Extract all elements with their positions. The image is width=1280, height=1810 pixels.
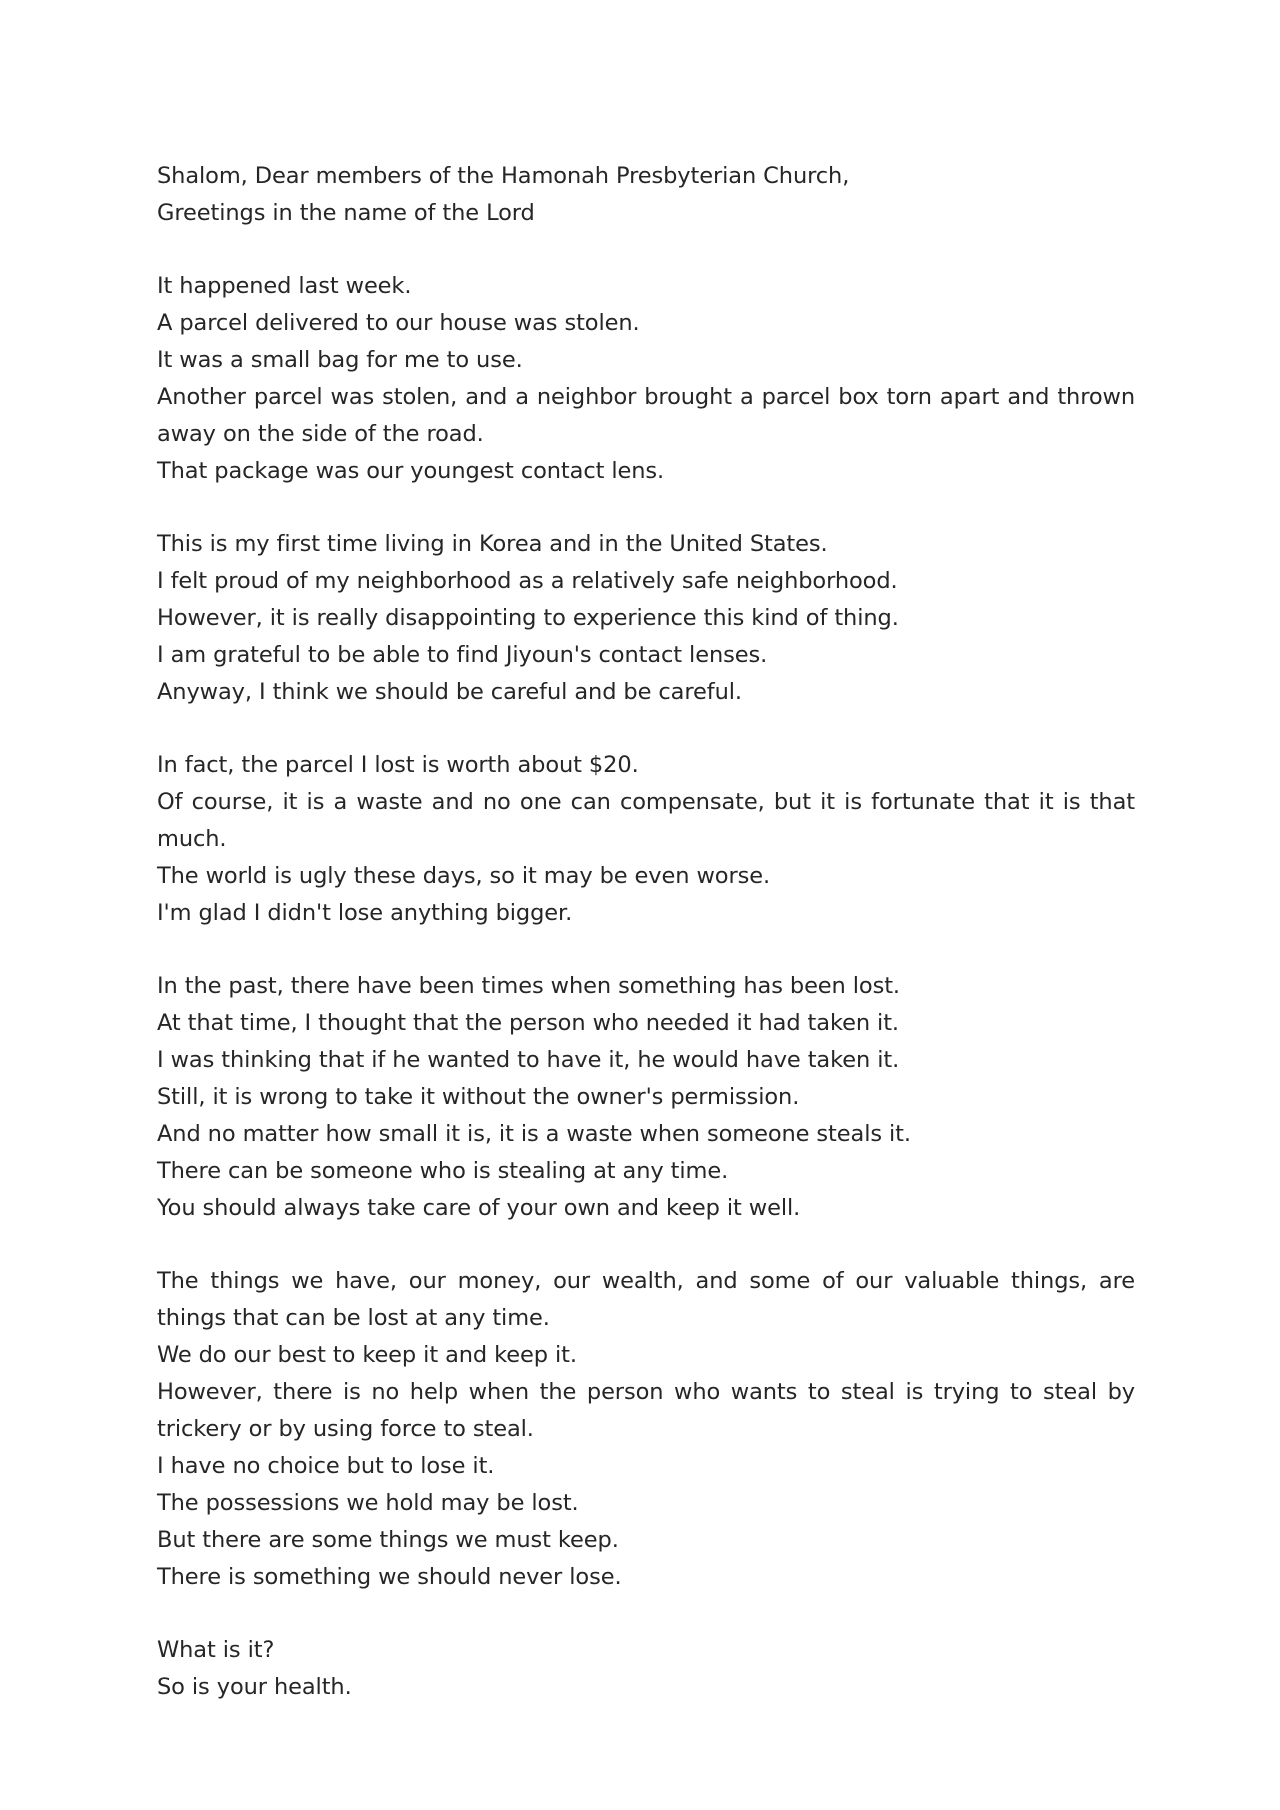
text-line: What is it? (157, 1637, 275, 1663)
text-line: In the past, there have been times when something has been lost. (157, 973, 900, 999)
text-line: In fact, the parcel I lost is worth about $20. (157, 752, 639, 778)
text-line: The things we have, our money, our wealth, and some of our valuable things, are things that can be lost at any time. (157, 1268, 1135, 1331)
text-line: The world is ugly these days, so it may be even worse. (157, 863, 771, 889)
paragraph-greeting (157, 158, 1135, 232)
text-line: But there are some things we must keep. (157, 1527, 619, 1553)
text-line: It was a small bag for me to use. (157, 347, 523, 373)
text-line: I am grateful to be able to find Jiyoun's contact lenses. (157, 642, 768, 668)
paragraph-neighborhood (157, 526, 1135, 711)
text-line: There is something we should never lose. (157, 1564, 622, 1590)
text-line: At that time, I thought that the person who needed it had taken it. (157, 1010, 899, 1036)
text-line: We do our best to keep it and keep it. (157, 1342, 577, 1368)
text-line: You should always take care of your own and keep it well. (157, 1195, 801, 1221)
text-line: Of course, it is a waste and no one can compensate, but it is fortunate that it is that much. (157, 789, 1135, 852)
paragraph-question (157, 1632, 1135, 1706)
text-line: However, it is really disappointing to experience this kind of thing. (157, 605, 899, 631)
letter-body (157, 158, 1135, 1706)
paragraph-incident (157, 268, 1135, 490)
text-line: I have no choice but to lose it. (157, 1453, 495, 1479)
text-line: The possessions we hold may be lost. (157, 1490, 579, 1516)
text-line: Greetings in the name of the Lord (157, 200, 535, 226)
paragraph-value (157, 747, 1135, 932)
text-line: However, there is no help when the person who wants to steal is trying to steal by trickery or by using force to steal. (157, 1379, 1135, 1442)
text-line: Shalom, Dear members of the Hamonah Presbyterian Church, (157, 163, 850, 189)
text-line: That package was our youngest contact lens. (157, 458, 665, 484)
text-line: This is my first time living in Korea and in the United States. (157, 531, 828, 557)
paragraph-past (157, 968, 1135, 1227)
text-line: Still, it is wrong to take it without the owner's permission. (157, 1084, 800, 1110)
text-line: So is your health. (157, 1674, 352, 1700)
text-line: I felt proud of my neighborhood as a relatively safe neighborhood. (157, 568, 898, 594)
text-line: And no matter how small it is, it is a waste when someone steals it. (157, 1121, 911, 1147)
text-line: It happened last week. (157, 273, 412, 299)
text-line: Anyway, I think we should be careful and be careful. (157, 679, 742, 705)
text-line: A parcel delivered to our house was stolen. (157, 310, 640, 336)
text-line: I'm glad I didn't lose anything bigger. (157, 900, 573, 926)
text-line: Another parcel was stolen, and a neighbor brought a parcel box torn apart and thrown away on the side of the road. (157, 384, 1135, 447)
text-line: I was thinking that if he wanted to have it, he would have taken it. (157, 1047, 900, 1073)
paragraph-possessions (157, 1263, 1135, 1596)
text-line: There can be someone who is stealing at any time. (157, 1158, 729, 1184)
